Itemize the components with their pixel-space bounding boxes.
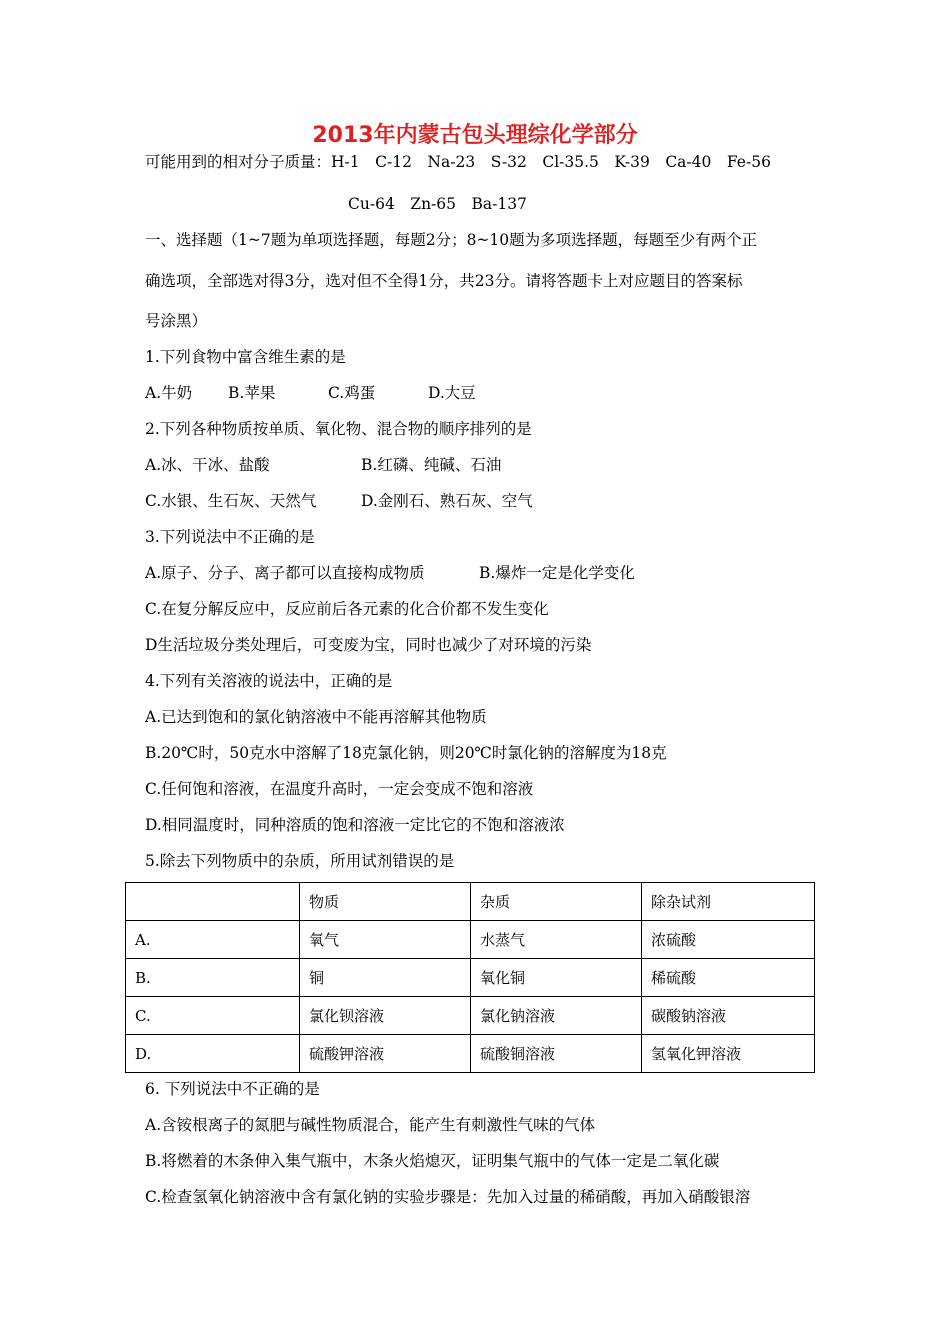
q2-option-a: A.冰、干冰、盐酸 xyxy=(145,456,270,474)
q2-option-c: C.水银、生石灰、天然气 xyxy=(145,492,317,510)
table-cell: 硫酸钾溶液 xyxy=(300,1035,471,1073)
table-cell: 氧气 xyxy=(300,921,471,959)
q4-option-c: C.任何饱和溶液，在温度升高时，一定会变成不饱和溶液 xyxy=(145,780,534,798)
q1-option-b: B.苹果 xyxy=(228,384,276,402)
q4-option-b: B.20℃时，50克水中溶解了18克氯化钠，则20℃时氯化钠的溶解度为18克 xyxy=(145,744,667,762)
q6-option-a: A.含铵根离子的氮肥与碱性物质混合，能产生有刺激性气味的气体 xyxy=(145,1116,596,1134)
q4-stem: 4.下列有关溶液的说法中，正确的是 xyxy=(145,672,393,690)
section-instructions-line-3: 号涂黑） xyxy=(145,312,208,330)
table-cell: 水蒸气 xyxy=(471,921,642,959)
table-header-row xyxy=(126,883,815,921)
q6-option-b: B.将燃着的木条伸入集气瓶中，木条火焰熄灭，证明集气瓶中的气体一定是二氧化碳 xyxy=(145,1152,720,1170)
atomic-masses-line-1: 可能用到的相对分子质量：H-1 C-12 Na-23 S-32 Cl-35.5 K-39 Ca-40 Fe-56 xyxy=(145,153,771,171)
q6-option-c: C.检查氢氧化钠溶液中含有氯化钠的实验步骤是：先加入过量的稀硝酸，再加入硝酸银溶 xyxy=(145,1188,751,1206)
table-header-cell: 除杂试剂 xyxy=(642,883,815,921)
q2-options-row-2 xyxy=(145,490,533,512)
q2-option-b: B.红磷、纯碱、石油 xyxy=(361,456,502,474)
table-cell: 氯化钡溶液 xyxy=(300,997,471,1035)
q3-stem: 3.下列说法中不正确的是 xyxy=(145,528,315,546)
q4-option-a: A.已达到饱和的氯化钠溶液中不能再溶解其他物质 xyxy=(145,708,487,726)
q3-option-b: B.爆炸一定是化学变化 xyxy=(479,564,635,582)
q3-option-a: A.原子、分子、离子都可以直接构成物质 xyxy=(145,564,425,582)
q2-options-row-1 xyxy=(145,454,501,476)
table-cell: 氧化铜 xyxy=(471,959,642,997)
q1-options xyxy=(145,382,476,404)
q2-option-d: D.金刚石、熟石灰、空气 xyxy=(361,492,533,510)
q3-options-row-1 xyxy=(145,562,635,584)
q4-option-d: D.相同温度时，同种溶质的饱和溶液一定比它的不饱和溶液浓 xyxy=(145,816,565,834)
table-row xyxy=(126,921,815,959)
table-row xyxy=(126,959,815,997)
q1-stem: 1.下列食物中富含维生素的是 xyxy=(145,348,346,366)
table-cell: A. xyxy=(126,921,300,959)
q3-option-c: C.在复分解反应中，反应前后各元素的化合价都不发生变化 xyxy=(145,600,549,618)
table-header-cell: 物质 xyxy=(300,883,471,921)
q1-option-a: A.牛奶 xyxy=(145,384,193,402)
table-cell: 氯化钠溶液 xyxy=(471,997,642,1035)
table-cell: 稀硫酸 xyxy=(642,959,815,997)
page-title: 2013年内蒙古包头理综化学部分 xyxy=(312,123,638,148)
table-row xyxy=(126,1035,815,1073)
table-cell: B. xyxy=(126,959,300,997)
table-cell: D. xyxy=(126,1035,300,1073)
table-row xyxy=(126,997,815,1035)
table-cell: 浓硫酸 xyxy=(642,921,815,959)
section-instructions-line-1: 一、选择题（1~7题为单项选择题，每题2分；8~10题为多项选择题，每题至少有两个正 xyxy=(145,231,758,249)
q1-option-c: C.鸡蛋 xyxy=(328,384,376,402)
q2-stem: 2.下列各种物质按单质、氧化物、混合物的顺序排列的是 xyxy=(145,420,532,438)
table-cell: C. xyxy=(126,997,300,1035)
table-cell: 氢氧化钾溶液 xyxy=(642,1035,815,1073)
table-header-cell: 杂质 xyxy=(471,883,642,921)
section-instructions-line-2: 确选项，全部选对得3分，选对但不全得1分，共23分。请将答题卡上对应题目的答案标 xyxy=(145,272,743,290)
q3-option-d: D生活垃圾分类处理后，可变废为宝，同时也减少了对环境的污染 xyxy=(145,636,592,654)
table-cell: 碳酸钠溶液 xyxy=(642,997,815,1035)
q5-impurity-table xyxy=(125,882,815,1073)
table-cell: 硫酸铜溶液 xyxy=(471,1035,642,1073)
atomic-masses-line-2: Cu-64 Zn-65 Ba-137 xyxy=(348,195,527,213)
q5-stem: 5.除去下列物质中的杂质，所用试剂错误的是 xyxy=(145,852,455,870)
q6-stem: 6. 下列说法中不正确的是 xyxy=(145,1080,320,1098)
q1-option-d: D.大豆 xyxy=(428,384,476,402)
table-cell: 铜 xyxy=(300,959,471,997)
table-header-cell xyxy=(126,883,300,921)
